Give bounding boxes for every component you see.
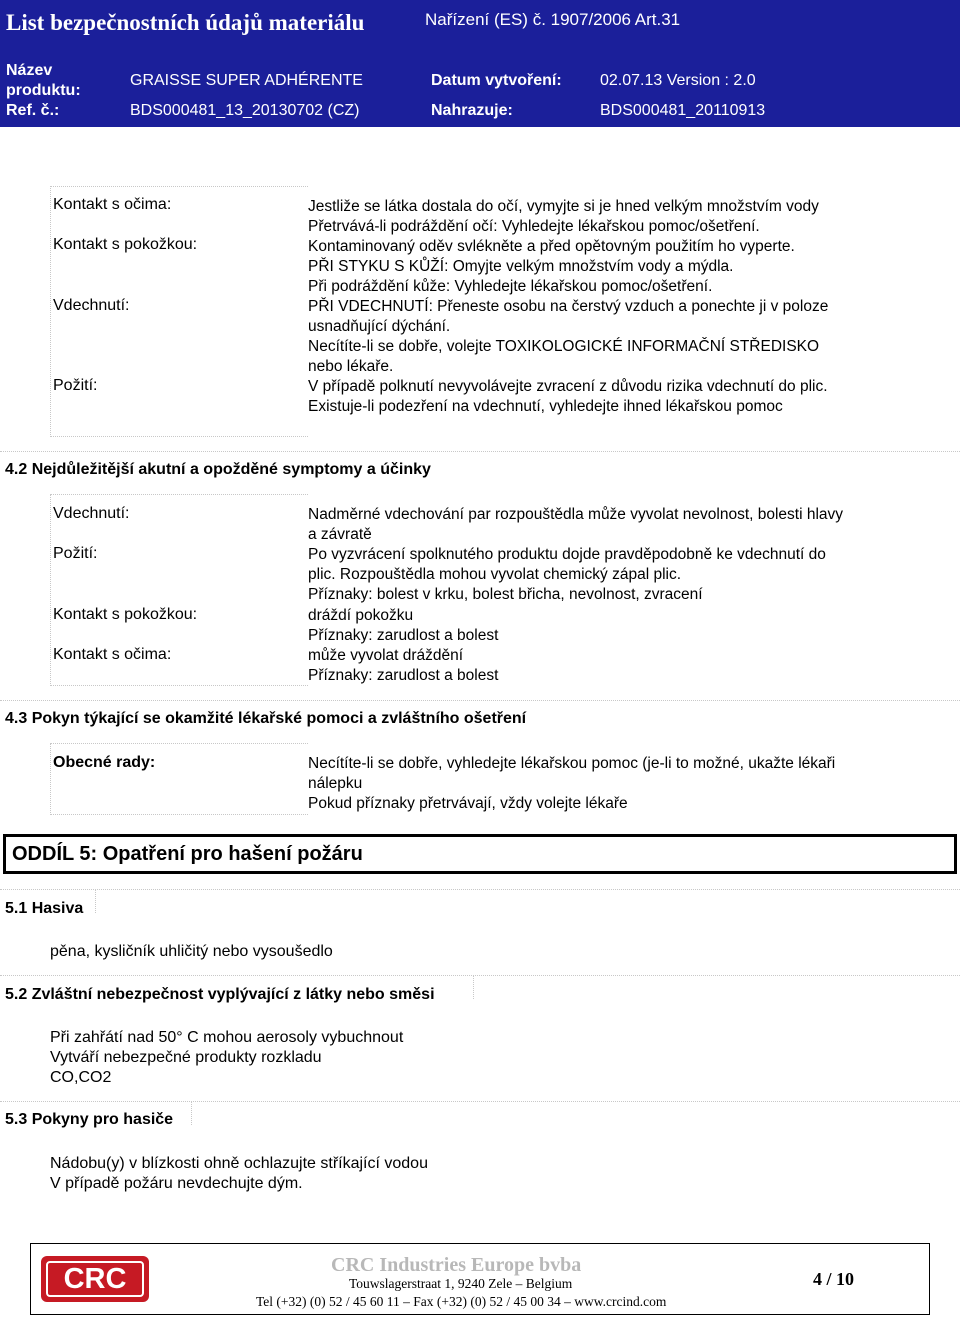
first-aid-label-eyes: Kontakt s očima: <box>53 196 172 213</box>
section-5-heading: ODDÍL 5: Opatření pro hašení požáru <box>12 843 363 865</box>
section-4-2-title: 4.2 Nejdůležitější akutní a opožděné symptomy a účinky <box>5 461 431 478</box>
crc-logo <box>41 1256 149 1302</box>
symptoms-label-ingestion: Požití: <box>53 545 98 562</box>
symptoms-label-inhalation: Vdechnutí: <box>53 505 130 522</box>
section-divider <box>0 889 960 890</box>
created-date-label: Datum vytvoření: <box>431 72 562 89</box>
first-aid-line: Existuje-li podezření na vdechnutí, vyhledejte ihned lékařskou pomoc <box>308 398 783 415</box>
advice-line: nálepku <box>308 775 363 792</box>
section-5-2-title: 5.2 Zvláštní nebezpečnost vyplývající z látky nebo směsi <box>5 986 435 1003</box>
symptoms-line: může vyvolat dráždění <box>308 647 464 664</box>
symptoms-label-eyes: Kontakt s očima: <box>53 646 172 663</box>
symptoms-line: Po vyzvrácení spolknutého produktu dojde pravděpodobně ke vdechnutí do <box>308 546 826 563</box>
first-aid-line: Při podráždění kůže: Vyhledejte lékařskou pomoc/ošetření. <box>308 278 713 295</box>
first-aid-label-ingestion: Požití: <box>53 377 98 394</box>
reference-number-label: Ref. č.: <box>6 102 60 119</box>
section-5-3-title: 5.3 Pokyny pro hasiče <box>5 1111 174 1128</box>
first-aid-line: PŘI STYKU S KŮŽÍ: Omyjte velkým množstvím vody a mýdla. <box>308 258 734 275</box>
first-aid-line: Jestliže se látka dostala do očí, vymyjte si je hned velkým množstvím vody <box>308 198 819 215</box>
created-date-value: 02.07.13 Version : 2.0 <box>600 72 756 89</box>
company-name: CRC Industries Europe bvba <box>331 1254 582 1276</box>
first-aid-label-skin: Kontakt s pokožkou: <box>53 236 198 253</box>
advice-line: Pokud příznaky přetrvávají, vždy volejte lékaře <box>308 795 628 812</box>
first-aid-line: Přetrvává-li podráždění očí: Vyhledejte lékařskou pomoc/ošetření. <box>308 218 760 235</box>
firefighter-advice-line: Nádobu(y) v blízkosti ohně ochlazujte stříkající vodou <box>50 1155 428 1172</box>
section-divider <box>0 451 960 452</box>
first-aid-line: V případě polknutí nevyvolávejte zvracení z důvodu rizika vdechnutí do plic. <box>308 378 828 395</box>
crc-logo-text: CRC <box>46 1261 144 1297</box>
first-aid-line: nebo lékaře. <box>308 358 394 375</box>
first-aid-line: PŘI VDECHNUTÍ: Přeneste osobu na čerstvý vzduch a ponechte ji v poloze <box>308 298 829 315</box>
special-hazards-line: CO,CO2 <box>50 1069 112 1086</box>
section-5-1-title: 5.1 Hasiva <box>5 900 84 917</box>
page-footer <box>30 1243 930 1315</box>
replaces-label: Nahrazuje: <box>431 102 513 119</box>
general-advice-label: Obecné rady: <box>53 754 156 771</box>
first-aid-line: Necítíte-li se dobře, volejte TOXIKOLOGICKÉ INFORMAČNÍ STŘEDISKO <box>308 338 820 355</box>
section-5-heading-box <box>3 834 957 874</box>
symptoms-line: Příznaky: zarudlost a bolest <box>308 667 499 684</box>
symptoms-line: dráždí pokožku <box>308 607 414 624</box>
product-name-value: GRAISSE SUPER ADHÉRENTE <box>130 72 363 89</box>
special-hazards-line: Vytváří nebezpečné produkty rozkladu <box>50 1049 322 1066</box>
first-aid-line: Kontaminovaný oděv svlékněte a před opětovným použitím ho vyperte. <box>308 238 795 255</box>
product-name-label-line2: produktu: <box>6 82 81 99</box>
extinguishing-media-line: pěna, kysličník uhličitý nebo vysoušedlo <box>50 943 333 960</box>
document-title: List bezpečnostních údajů materiálu <box>6 10 365 35</box>
symptoms-label-skin: Kontakt s pokožkou: <box>53 606 198 623</box>
symptoms-line: Příznaky: zarudlost a bolest <box>308 627 499 644</box>
company-contact: Tel (+32) (0) 52 / 45 60 11 – Fax (+32) (0) 52 / 45 00 34 – www.crcind.com <box>256 1294 667 1309</box>
special-hazards-line: Při zahřátí nad 50° C mohou aerosoly vybuchnout <box>50 1029 404 1046</box>
page-number: 4 / 10 <box>813 1269 855 1289</box>
company-address: Touwslagerstraat 1, 9240 Zele – Belgium <box>349 1276 573 1291</box>
firefighter-advice-line: V případě požáru nevdechujte dým. <box>50 1175 303 1192</box>
section-divider <box>0 700 960 701</box>
section-4-3-title: 4.3 Pokyn týkající se okamžité lékařské pomoci a zvláštního ošetření <box>5 710 527 727</box>
reference-number-value: BDS000481_13_20130702 (CZ) <box>130 102 360 119</box>
product-name-label-line1: Název <box>6 62 53 79</box>
symptoms-line: a závratě <box>308 526 372 543</box>
symptoms-line: Nadměrné vdechování par rozpouštědla může vyvolat nevolnost, bolesti hlavy <box>308 506 844 523</box>
symptoms-line: Příznaky: bolest v krku, bolest břicha, nevolnost, zvracení <box>308 586 703 603</box>
replaces-value: BDS000481_20110913 <box>600 102 766 119</box>
advice-line: Necítíte-li se dobře, vyhledejte lékařskou pomoc (je-li to možné, ukažte lékaři <box>308 755 836 772</box>
symptoms-line: plic. Rozpouštědla mohou vyvolat chemický zápal plic. <box>308 566 682 583</box>
first-aid-line: usnadňující dýchání. <box>308 318 451 335</box>
regulation-reference: Nařízení (ES) č. 1907/2006 Art.31 <box>425 10 681 29</box>
first-aid-label-inhalation: Vdechnutí: <box>53 297 130 314</box>
